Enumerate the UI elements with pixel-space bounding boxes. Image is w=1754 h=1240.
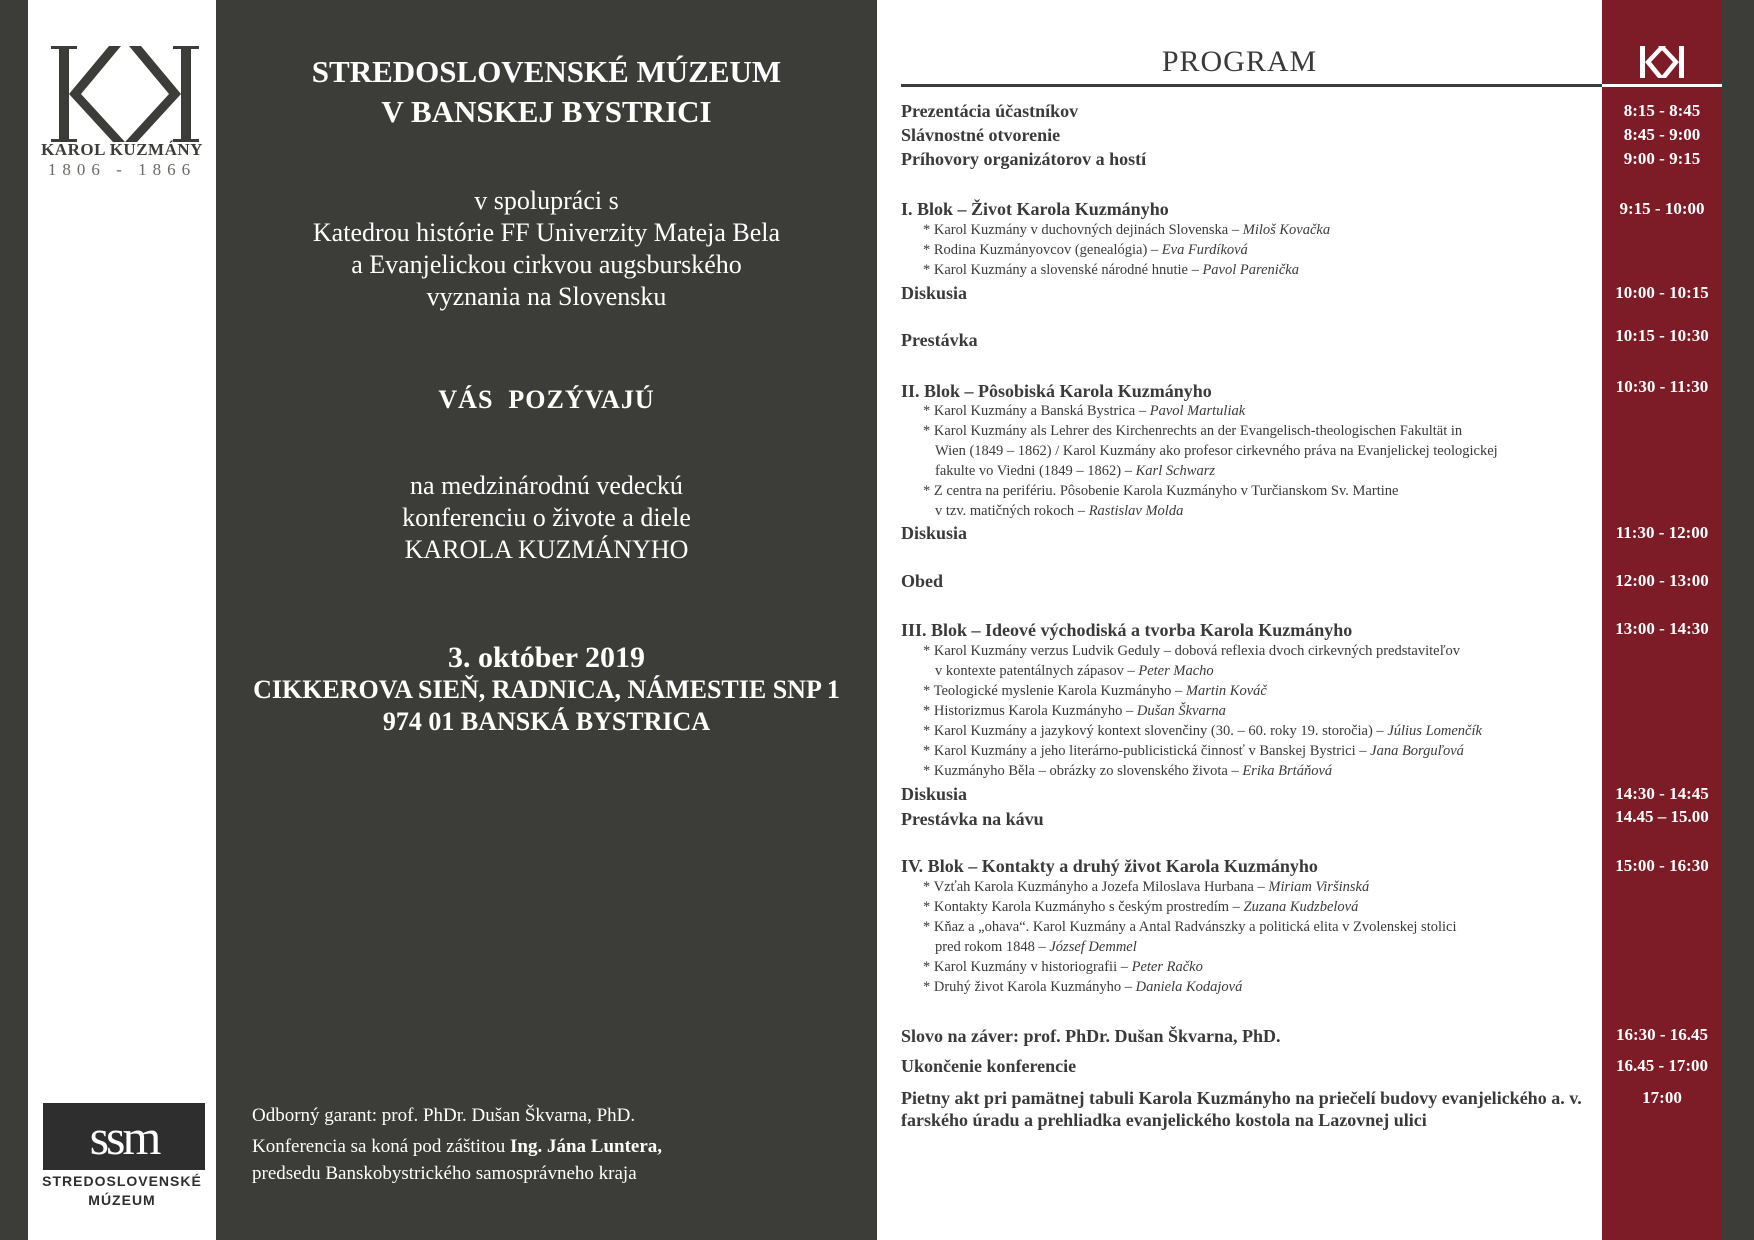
- logo-years: 1806 - 1866: [47, 160, 197, 179]
- prog-closing-word: Slovo na záver: prof. PhDr. Dušan Škvarna, PhD.: [901, 1026, 1281, 1046]
- coop-line4: vyznania na Slovensku: [426, 282, 667, 311]
- prog-block4-item: * Kontakty Karola Kuzmányho s českým prostredím – Zuzana Kudzbelová: [923, 899, 1359, 915]
- time-slot: 8:45 - 9:00: [1623, 125, 1701, 144]
- logo-name: KAROL KUZMÁNY: [41, 140, 203, 159]
- prog-block2-item-cont: fakulte vo Viedni (1849 – 1862) – Karl Schwarz: [935, 463, 1215, 479]
- garant-text: Odborný garant: prof. PhDr. Dušan Škvarna, PhD.: [252, 1105, 636, 1126]
- time-slot: 16.45 - 17:00: [1615, 1056, 1709, 1075]
- prog-block3-item: * Kuzmányho Běla – obrázky zo slovenského života – Erika Brtáňová: [923, 763, 1333, 779]
- prog-block4-item: * Kňaz a „ohava“. Karol Kuzmány a Antal Radvánszky a politická elita v Zvolenskej stolici: [923, 919, 1457, 935]
- left-border-strip: [0, 0, 28, 1240]
- time-slot: 8:15 - 8:45: [1623, 101, 1701, 120]
- time-slot: 16:30 - 16.45: [1615, 1025, 1709, 1044]
- patronage-text: Konferencia sa koná pod záštitou Ing. Jána Luntera,: [252, 1136, 663, 1157]
- time-slot: 10:15 - 10:30: [1615, 326, 1709, 345]
- prog-block2-item: * Karol Kuzmány als Lehrer des Kirchenrechts an der Evangelisch-theologischen Fakultät in: [923, 423, 1463, 439]
- prog-block2-item: * Karol Kuzmány a Banská Bystrica – Pavol Martuliak: [923, 403, 1246, 419]
- prog-block4-item-cont: pred rokom 1848 – József Demmel: [935, 939, 1137, 955]
- kk-monogram-logo: [45, 44, 205, 144]
- time-slot: 12:00 - 13:00: [1615, 571, 1709, 590]
- prog-block1-item: * Karol Kuzmány a slovenské národné hnutie – Pavol Parenička: [923, 262, 1299, 278]
- conf-line2: konferenciu o živote a diele: [402, 503, 691, 532]
- prog-block3-item: * Karol Kuzmány a jazykový kontext slovenčiny (30. – 60. roky 19. storočia) – Július Lomenčík: [923, 723, 1482, 739]
- prog-discussion: Diskusia: [901, 784, 968, 804]
- time-slot: 14:30 - 14:45: [1615, 784, 1709, 803]
- museum-logo-line1: STREDOSLOVENSKÉ: [42, 1173, 202, 1189]
- prog-block3-item: * Historizmus Karola Kuzmányho – Dušan Škvarna: [923, 703, 1226, 719]
- prog-speeches: Príhovory organizátorov a hostí: [901, 149, 1147, 169]
- prog-block2-item: * Z centra na perifériu. Pôsobenie Karola Kuzmányho v Turčianskom Sv. Martine: [923, 483, 1399, 499]
- prog-discussion: Diskusia: [901, 283, 968, 303]
- time-slot: 9:15 - 10:00: [1619, 199, 1705, 218]
- time-slot: 10:30 - 11:30: [1615, 377, 1709, 396]
- museum-name: [216, 52, 877, 132]
- invitation-panel: [216, 0, 877, 1240]
- prog-block1-heading: I. Blok – Život Karola Kuzmányho: [901, 199, 1169, 219]
- prog-block1-item: * Rodina Kuzmányovcov (genealógia) – Eva Furdíková: [923, 242, 1248, 258]
- program-title: PROGRAM: [1161, 45, 1318, 78]
- time-slot: 11:30 - 12:00: [1615, 523, 1709, 542]
- prog-block3-heading: III. Blok – Ideové východiská a tvorba Karola Kuzmányho: [901, 620, 1353, 640]
- prog-conference-end: Ukončenie konferencie: [901, 1056, 1077, 1076]
- event-details: [216, 642, 877, 738]
- prog-block4-item: * Vzťah Karola Kuzmányho a Jozefa Miloslava Hurbana – Miriam Viršinská: [923, 879, 1370, 895]
- prog-lunch: Obed: [901, 571, 944, 591]
- time-slot: 13:00 - 14:30: [1615, 619, 1709, 638]
- conf-line3: KAROLA KUZMÁNYHO: [404, 535, 689, 564]
- time-slot: 15:00 - 16:30: [1615, 856, 1709, 875]
- prog-break: Prestávka: [901, 330, 978, 350]
- prog-block1-item: * Karol Kuzmány v duchovných dejinách Slovenska – Miloš Kovačka: [923, 222, 1331, 238]
- time-slot: 17:00: [1642, 1088, 1682, 1107]
- prog-memorial-act: Pietny akt pri pamätnej tabuli Karola Kuzmányho na priečelí budovy evanjelického a. v. farského úradu a prehliadka evanjelického kostola na Lazovnej ulici: [901, 1088, 1582, 1130]
- patronage-text-line2: predsedu Banskobystrického samosprávneho kraja: [252, 1163, 637, 1184]
- invite-heading: VÁS POZÝVAJÚ: [438, 385, 655, 414]
- prog-coffee-break: Prestávka na kávu: [901, 809, 1044, 829]
- museum-logo-mark: ssm: [43, 1103, 205, 1170]
- prog-discussion: Diskusia: [901, 523, 968, 543]
- logo-column: [28, 0, 216, 1240]
- times-column: [1602, 0, 1722, 1240]
- times-title-rule: [1602, 84, 1722, 87]
- coop-line3: a Evanjelickou cirkvou augsburského: [351, 250, 742, 279]
- prog-registration: Prezentácia účastníkov: [901, 101, 1079, 121]
- prog-opening: Slávnostné otvorenie: [901, 125, 1061, 145]
- conference-text: [216, 470, 877, 566]
- cooperation-text: [216, 185, 877, 313]
- time-slot: 10:00 - 10:15: [1615, 283, 1709, 302]
- prog-block2-item-cont: v tzv. matičných rokoch – Rastislav Molda: [935, 503, 1184, 519]
- museum-name-line2: V BANSKEJ BYSTRICI: [381, 94, 712, 129]
- museum-name-line1: STREDOSLOVENSKÉ MÚZEUM: [311, 54, 782, 89]
- event-venue: CIKKEROVA SIEŇ, RADNICA, NÁMESTIE SNP 1: [253, 675, 840, 704]
- time-slot: 14.45 – 15.00: [1615, 807, 1709, 826]
- prog-block3-item: * Karol Kuzmány a jeho literárno-publicistická činnosť v Banskej Bystrici – Jana Borguľová: [923, 743, 1464, 759]
- event-date: 3. október 2019: [448, 641, 645, 674]
- prog-block3-item-cont: v kontexte patentálnych zápasov – Peter Macho: [935, 663, 1214, 679]
- program-panel: [877, 0, 1602, 1240]
- prog-block2-item-cont: Wien (1849 – 1862) / Karol Kuzmány ako profesor cirkevného práva na Evanjelickej teologickej: [935, 443, 1498, 459]
- prog-block2-heading: II. Blok – Pôsobiská Karola Kuzmányho: [901, 381, 1212, 401]
- prog-block4-heading: IV. Blok – Kontakty a druhý život Karola Kuzmányho: [901, 856, 1318, 876]
- prog-block4-item: * Karol Kuzmány v historiografii – Peter Račko: [923, 959, 1203, 975]
- right-border-strip: [1722, 0, 1754, 1240]
- museum-logo-line2: MÚZEUM: [88, 1192, 156, 1208]
- footer-credits: [252, 1102, 662, 1187]
- coop-line1: v spolupráci s: [474, 186, 619, 215]
- prog-block3-item: * Teologické myslenie Karola Kuzmányho – Martin Kováč: [923, 683, 1267, 699]
- kk-monogram-small: [1602, 42, 1722, 82]
- time-slot: 9:00 - 9:15: [1623, 149, 1701, 168]
- prog-block3-item: * Karol Kuzmány verzus Ludvik Geduly – dobová reflexia dvoch cirkevných predstaviteľov: [923, 643, 1460, 659]
- prog-block4-item: * Druhý život Karola Kuzmányho – Daniela Kodajová: [923, 979, 1243, 995]
- conf-line1: na medzinárodnú vedeckú: [410, 471, 683, 500]
- program-title-rule: [901, 84, 1602, 87]
- event-city: 974 01 BANSKÁ BYSTRICA: [382, 707, 711, 736]
- coop-line2: Katedrou histórie FF Univerzity Mateja Bela: [312, 218, 781, 247]
